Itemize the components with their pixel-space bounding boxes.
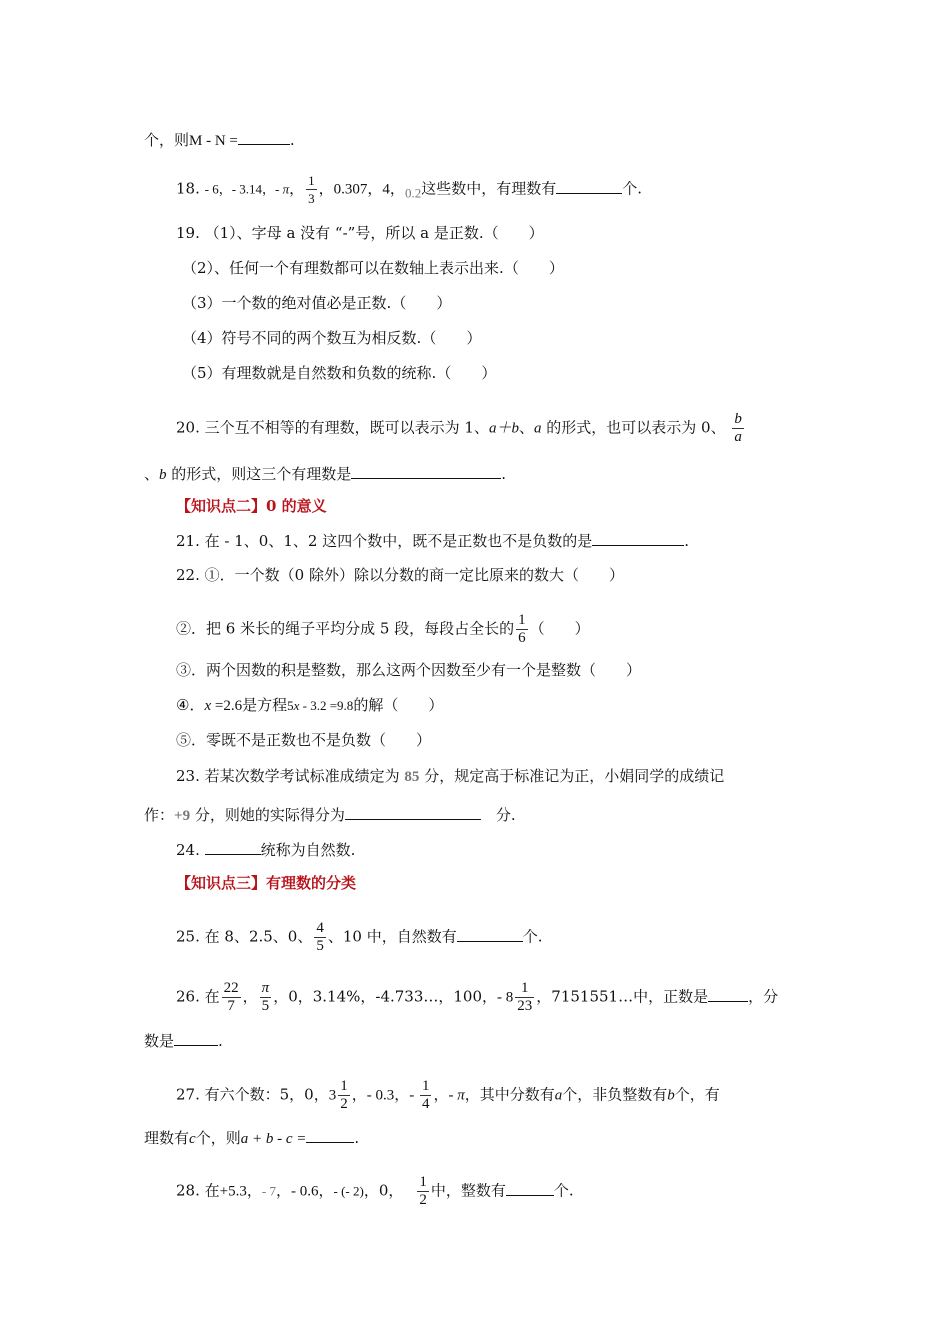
number: +9 xyxy=(174,808,191,824)
section-heading xyxy=(176,496,327,516)
math-expression: 5 xyxy=(287,698,294,713)
numerator: 22 xyxy=(223,980,239,996)
text: 若某次数学考试标准成绩定为 xyxy=(204,767,405,785)
answer-blank xyxy=(351,463,501,479)
text: ，0， xyxy=(363,1181,404,1200)
fraction xyxy=(732,411,744,446)
denominator: 6 xyxy=(518,630,526,646)
denominator: 4 xyxy=(421,1096,430,1112)
fraction xyxy=(306,172,317,207)
variable: b xyxy=(159,467,167,483)
pi-symbol: π xyxy=(457,1087,465,1104)
question-22-3 xyxy=(176,660,641,680)
text: . xyxy=(684,532,689,550)
separator: ， xyxy=(275,1181,291,1200)
denominator: 5 xyxy=(261,998,270,1014)
text: ③．两个因数的积是整数，那么这两个因数至少有一个是整数（ ） xyxy=(176,661,642,679)
separator: ， xyxy=(242,987,258,1006)
denominator: 5 xyxy=(316,938,324,954)
question-24 xyxy=(176,839,355,860)
denominator: 2 xyxy=(340,1096,348,1112)
text: 个. xyxy=(553,1181,574,1200)
section-heading xyxy=(176,873,356,893)
question-26 xyxy=(176,980,778,1015)
question-27-cont xyxy=(144,1127,359,1149)
question-number: 24. xyxy=(176,841,200,859)
question-26-cont xyxy=(144,1030,223,1051)
question-number: 20. xyxy=(176,418,200,437)
question-19-2 xyxy=(182,258,564,278)
pi-symbol: π xyxy=(282,181,290,197)
numerator: π xyxy=(261,980,270,996)
math-expression: a + b - c = xyxy=(240,1131,307,1147)
text: 作： xyxy=(144,806,175,824)
question-number: 19. xyxy=(176,224,200,242)
continued-line xyxy=(144,129,295,151)
text: 分. xyxy=(480,806,516,824)
numerator: 1 xyxy=(518,612,526,628)
text: 、 xyxy=(144,465,160,483)
text: . xyxy=(501,465,507,483)
question-number: 22. xyxy=(176,566,200,584)
question-19-4 xyxy=(182,328,481,348)
variable: x xyxy=(293,698,300,713)
text: 有六个数：5，0， xyxy=(204,1085,329,1104)
question-22-4 xyxy=(176,695,443,716)
denominator: 2 xyxy=(419,1192,427,1208)
fraction xyxy=(338,1078,350,1113)
question-19-5 xyxy=(182,363,496,383)
number-list: ，0.307，4， xyxy=(318,181,405,198)
text: ②．把 6 米长的绳子平均分成 5 段，每段占全长的 xyxy=(176,619,515,638)
question-25 xyxy=(176,920,543,955)
text: 分，规定高于标准记为正，小娟同学的成绩记 xyxy=(419,767,725,785)
fraction xyxy=(420,1078,432,1113)
denominator: a xyxy=(734,429,742,445)
answer-blank xyxy=(238,129,290,145)
text: 数是 xyxy=(144,1032,175,1050)
number-list: ，- xyxy=(433,1087,458,1104)
text: 个. xyxy=(622,179,642,198)
question-number: 26. xyxy=(176,987,200,1006)
text: ①．一个数（0 除外）除以分数的商一定比原来的数大（ ） xyxy=(204,566,624,584)
text: 是方程 xyxy=(242,696,288,714)
text: ，0，3.14%，-4.733…，100， xyxy=(273,987,498,1006)
question-number: 23. xyxy=(176,767,200,785)
mixed-number-whole: 3 xyxy=(328,1087,337,1104)
text: 在 xyxy=(204,987,220,1006)
question-23-cont xyxy=(144,804,516,826)
numerator: 1 xyxy=(340,1078,348,1094)
repeating-decimal: 0.2 xyxy=(404,185,422,201)
number-list: - 6，- 3.14，- xyxy=(204,181,283,197)
text: 在 xyxy=(204,1181,220,1200)
separator: ， xyxy=(318,1181,334,1200)
question-22-5 xyxy=(176,730,431,750)
text: 个，非负整数有 xyxy=(562,1085,668,1104)
question-20-cont xyxy=(144,463,506,485)
variable: b xyxy=(667,1087,675,1104)
math-expression: =2.6 xyxy=(211,698,243,714)
text: （1）、字母 a 没有 “-”号，所以 a 是正数.（ ） xyxy=(204,224,544,242)
text: 这些数中，有理数有 xyxy=(421,179,557,198)
question-23 xyxy=(176,766,724,787)
text: ⑤．零既不是正数也不是负数（ ） xyxy=(176,731,432,749)
text: 理数有 xyxy=(144,1129,190,1147)
answer-blank xyxy=(556,178,622,194)
question-number: 21. xyxy=(176,532,200,550)
text: 个，则 xyxy=(144,131,190,149)
text: 三个互不相等的有理数，既可以表示为 1、 xyxy=(204,418,489,437)
question-number: 25. xyxy=(176,927,200,946)
fraction xyxy=(260,980,272,1015)
variable: a xyxy=(534,420,542,437)
math-expression: M - N = xyxy=(189,133,238,149)
text: 的形式，则这三个有理数是 xyxy=(166,465,352,483)
fraction xyxy=(417,1174,429,1209)
heading-text: 【知识点二】0 的意义 xyxy=(176,497,327,515)
text: （3）一个数的绝对值必是正数.（ ） xyxy=(182,294,452,312)
answer-blank xyxy=(592,530,684,546)
number-list: ，- 0.3， xyxy=(351,1087,410,1104)
numerator: 1 xyxy=(515,980,534,998)
variable: a xyxy=(554,1087,563,1104)
numerator: 1 xyxy=(308,173,315,188)
text: 个，有 xyxy=(674,1085,720,1104)
question-21 xyxy=(176,530,689,551)
denominator: 23 xyxy=(517,998,533,1014)
question-28 xyxy=(176,1174,574,1209)
numerator: 4 xyxy=(316,920,324,936)
answer-blank xyxy=(345,804,481,820)
fraction xyxy=(222,980,241,1015)
numerator: b xyxy=(734,411,742,427)
number: - (- 2) xyxy=(333,1183,364,1199)
math-expression: - 3.2 =9.8 xyxy=(299,698,354,713)
text: ④． xyxy=(176,696,205,714)
text: （5）有理数就是自然数和负数的统称.（ ） xyxy=(182,364,497,382)
text: ，分 xyxy=(748,987,779,1006)
text: （2）、任何一个有理数都可以在数轴上表示出来.（ ） xyxy=(182,259,564,277)
text: 在 8、2.5、0、 xyxy=(204,927,313,946)
text: 在 - 1、0、1、2 这四个数中，既不是正数也不是负数的是 xyxy=(204,532,593,550)
text: 统称为自然数. xyxy=(260,841,356,859)
question-20 xyxy=(176,411,746,446)
numerator: 1 xyxy=(419,1174,427,1190)
text: . xyxy=(354,1129,360,1147)
text: 、10 中，自然数有 xyxy=(327,927,457,946)
math-expression: a＋b xyxy=(488,420,519,437)
number: - 0.6 xyxy=(291,1183,319,1200)
question-number: 27. xyxy=(176,1085,200,1104)
answer-blank xyxy=(708,986,748,1002)
text: （4）符号不同的两个数互为相反数.（ ） xyxy=(182,329,482,347)
text: 分，则她的实际得分为 xyxy=(190,806,345,824)
denominator: 7 xyxy=(227,998,235,1014)
question-19 xyxy=(176,223,544,243)
fraction xyxy=(314,920,326,955)
question-22 xyxy=(176,565,624,585)
variable: c xyxy=(189,1131,196,1147)
sign: - xyxy=(409,1087,418,1104)
answer-blank xyxy=(506,1180,554,1196)
text: 个，则 xyxy=(195,1129,241,1147)
question-19-3 xyxy=(182,293,451,313)
answer-blank xyxy=(174,1030,218,1046)
text: （ ） xyxy=(529,619,590,638)
text: 的解（ ） xyxy=(353,696,444,714)
text: 、 xyxy=(518,418,534,437)
question-22-2 xyxy=(176,612,590,647)
text: 中，整数有 xyxy=(430,1181,506,1200)
question-number: 28. xyxy=(176,1181,200,1200)
question-number: 18. xyxy=(176,179,200,198)
text: . xyxy=(218,1032,223,1050)
question-18 xyxy=(176,172,642,207)
text: . xyxy=(289,131,295,149)
variable: x xyxy=(204,698,212,714)
text: 的形式，也可以表示为 0、 xyxy=(541,418,726,437)
separator: ， xyxy=(289,179,305,198)
heading-text: 【知识点三】有理数的分类 xyxy=(176,874,357,892)
fraction xyxy=(516,612,528,647)
text: 个. xyxy=(522,927,543,946)
denominator: 3 xyxy=(308,191,315,206)
text: ，其中分数有 xyxy=(464,1085,555,1104)
numerator: 1 xyxy=(421,1078,430,1094)
mixed-number-whole: - 8 xyxy=(497,989,514,1006)
answer-blank xyxy=(306,1127,354,1143)
text: ，7151551…中，正数是 xyxy=(536,987,709,1006)
number: +5.3 xyxy=(219,1183,247,1200)
answer-blank xyxy=(457,926,523,942)
number: - 7 xyxy=(261,1183,276,1199)
number: 85 xyxy=(404,769,420,785)
answer-blank xyxy=(205,839,261,855)
fraction xyxy=(515,980,534,1015)
question-27 xyxy=(176,1078,720,1113)
separator: ， xyxy=(246,1181,262,1200)
